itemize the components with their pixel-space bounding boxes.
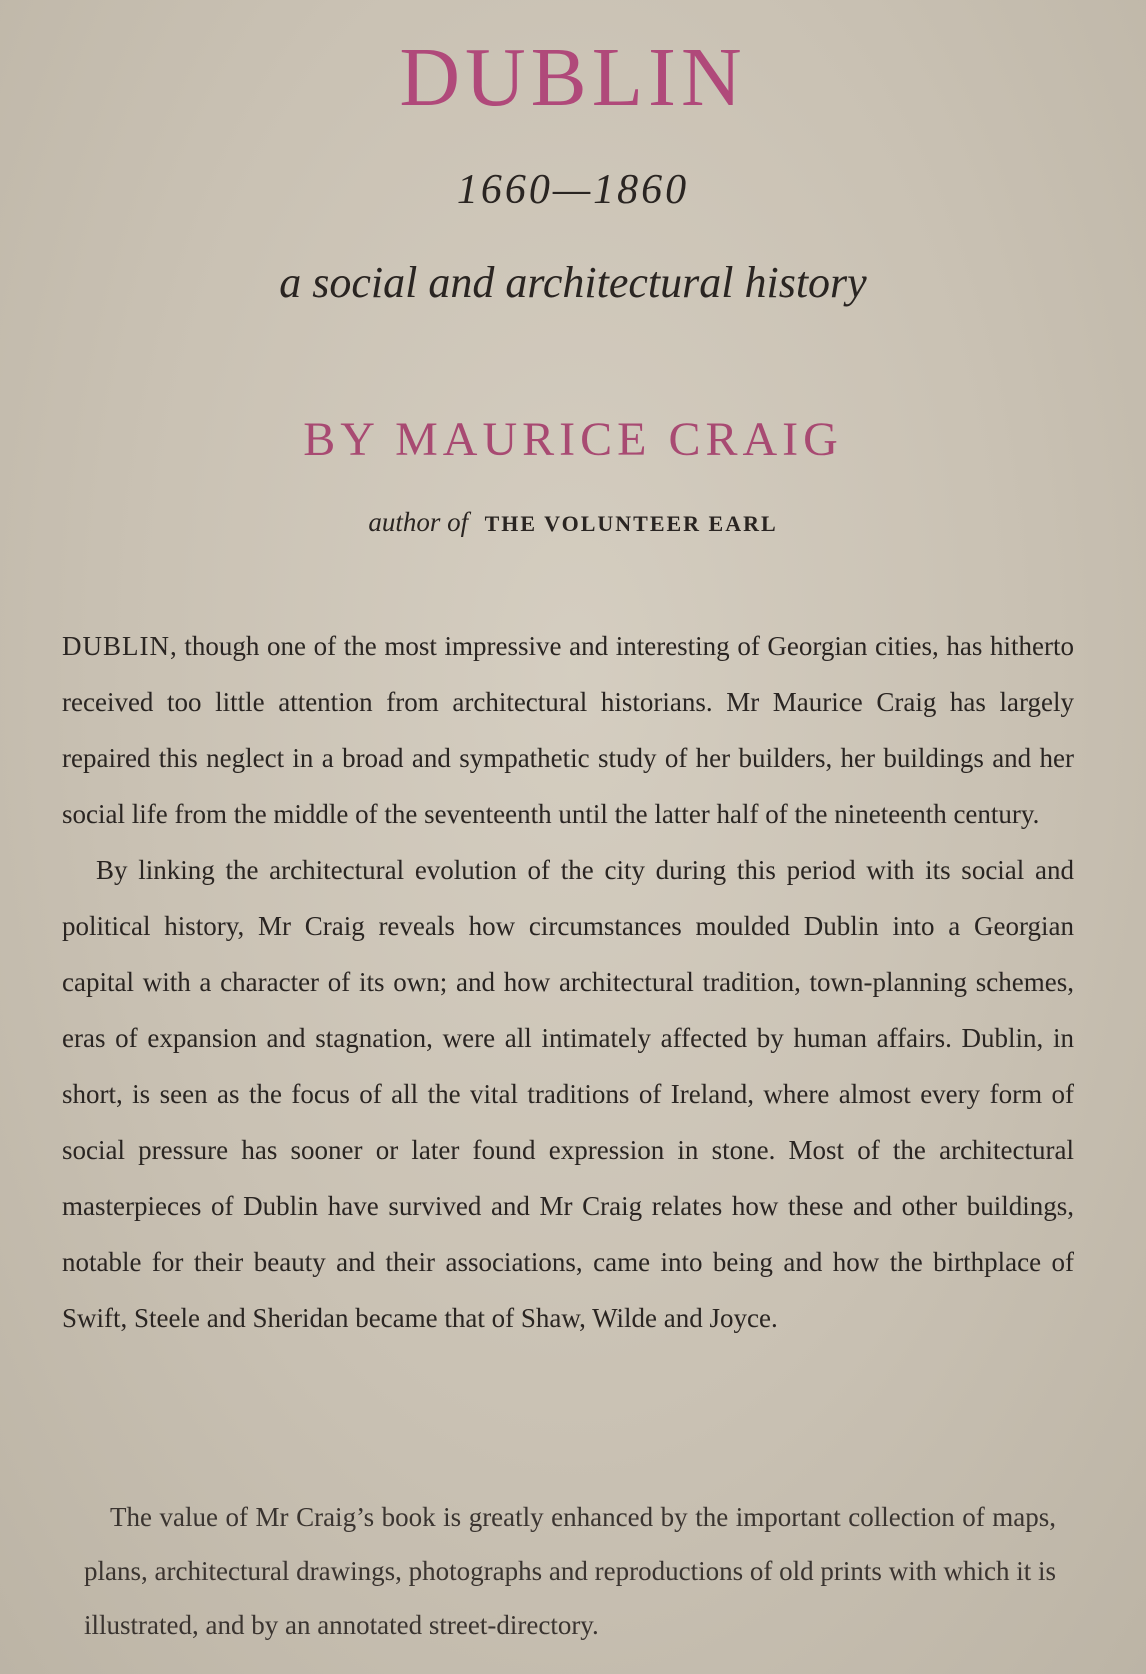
author-of-label: author of: [368, 507, 469, 537]
blurb-paragraph-1-text: , though one of the most impressive and interesting of Georgian cities, has hitherto received too little attention from architectural historians. Mr Maurice Craig has largely repaired this neglect in a broad and sympathetic study of her builders, her buildings and her social life from the middle of the seventeenth until the latter half of the nineteenth century.: [62, 631, 1074, 829]
author-line: BY MAURICE CRAIG: [303, 413, 843, 466]
book-title: DUBLIN: [399, 31, 747, 124]
blurb-paragraph-2: By linking the architectural evolution of the city during this period with its social and political history, Mr Craig reveals how circumstances moulded Dublin into a Georgian capital with a character of its own; and how architectural tradition, town-planning schemes, eras of expansion and stagnation, were all intimately affected by human affairs. Dublin, in short, is seen as the focus of all the vital traditions of Ireland, where almost every form of social pressure has sooner or later found expression in stone. Most of the architectural masterpieces of Dublin have survived and Mr Craig relates how these and other buildings, notable for their beauty and their associations, came into being and how the birthplace of Swift, Steele and Sheridan became that of Shaw, Wilde and Joyce.: [62, 855, 1074, 1333]
date-range: 1660—1860: [456, 167, 690, 213]
blurb-text: [62, 618, 1074, 1346]
author-previous-work: [0, 502, 1146, 544]
blurb-lead-word: DUBLIN: [62, 631, 170, 661]
blurb-paragraph-3: The value of Mr Craig’s book is greatly enhanced by the important collection of maps, plans, architectural drawings, photographs and reproductions of old prints with which it is illustrated, and by an annotated street-directory.: [84, 1502, 1056, 1640]
blurb-paragraph-1: [62, 618, 1074, 842]
blurb-paragraph-3-block: [84, 1490, 1056, 1652]
book-subtitle: a social and architectural history: [279, 258, 867, 307]
previous-book-title: THE VOLUNTEER EARL: [484, 511, 778, 536]
